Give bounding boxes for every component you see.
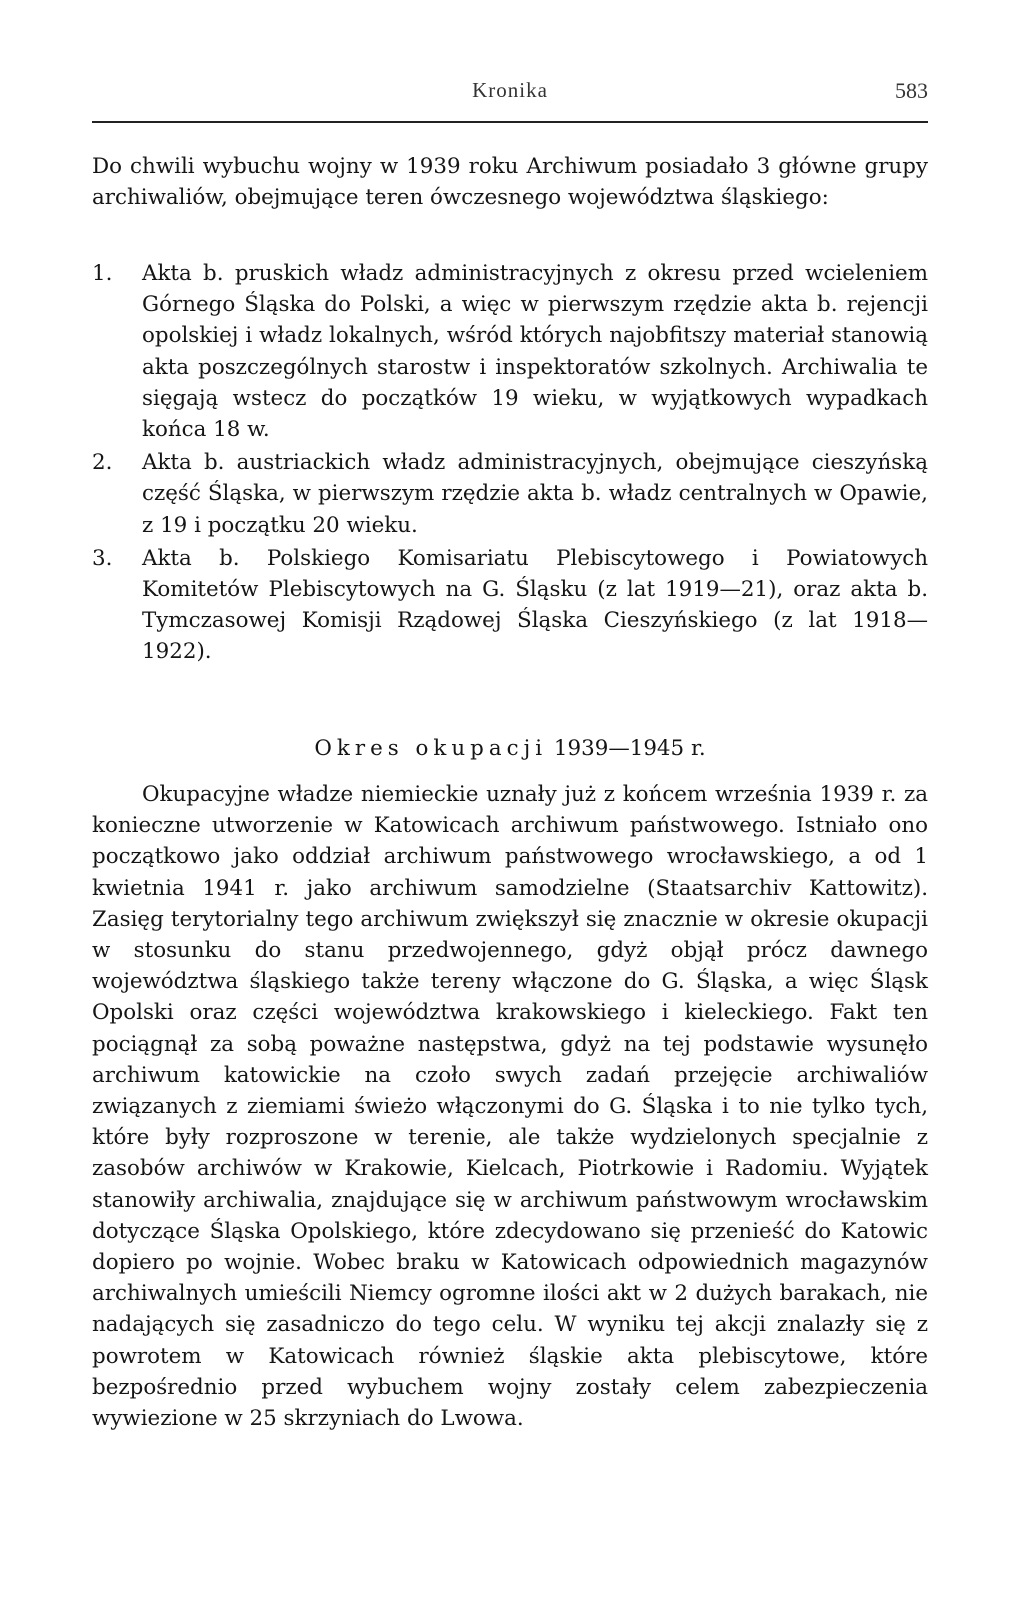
header-rule [92, 121, 928, 123]
main-paragraph: Okupacyjne władze niemieckie uznały już z końcem września 1939 r. za konieczne utworzenie w Katowicach archiwum państwowego. Istniało ono początkowo jako oddział archiwum państwowego wrocławskiego, a od 1 kwietnia 1941 r. jako archiwum samodzielne (Staatsarchiv Kattowitz). Zasięg terytorialny tego archiwum zwiększył się znacznie w okresie okupacji w stosunku do stanu przedwojennego, gdyż objął prócz dawnego województwa śląskiego także tereny włączone do G. Śląska, a więc Śląsk Opolski oraz części województwa krakowskiego i kieleckiego. Fakt ten pociągnął za sobą poważne następstwa, gdyż na tej podstawie wysunęło archiwum katowickie na czoło swych zadań przejęcie archiwaliów związanych z ziemiami świeżo włączonymi do G. Śląska i to nie tylko tych, które były rozproszone w terenie, ale także wydzielonych specjalnie z zasobów archiwów w Krakowie, Kielcach, Piotrkowie i Radomiu. Wyjątek stanowiły archiwalia, znajdujące się w archiwum państwowym wrocławskim dotyczące Śląska Opolskiego, które zdecydowano się przenieść do Katowic dopiero po wojnie. Wobec braku w Katowicach odpowiednich magazynów archiwalnych umieścili Niemcy ogromne ilości akt w 2 dużych barakach, nie nadających się zasadniczo do tego celu. W wyniku tej akcji znalazły się z powrotem w Katowicach również śląskie akta plebiscytowe, które bezpośrednio przed wybuchem wojny zostały celem zabezpieczenia wywiezione w 25 skrzyniach do Lwowa. [92, 782, 928, 1432]
section-heading-years: 1939—1945 r. [553, 736, 706, 761]
list-item-number: 1. [92, 261, 113, 286]
section-heading [92, 733, 928, 764]
list-item [92, 543, 928, 668]
section-heading-title: Okres okupacji [314, 736, 548, 761]
list-item-text: Akta b. Polskiego Komisariatu Plebiscytowego i Powiatowych Komitetów Plebiscytowych na G. Śląsku (z lat 1919—21), oraz akta b. Tymczasowej Komisji Rządowej Śląska Cieszyńskiego (z lat 1918—1922). [142, 545, 928, 665]
page-number: 583 [895, 78, 928, 103]
running-title: Kronika [472, 78, 548, 102]
intro-paragraph: Do chwili wybuchu wojny w 1939 roku Archiwum posiadało 3 główne grupy archiwaliów, obejmujące teren ówczesnego województwa śląskiego: [92, 154, 928, 211]
page-header [92, 78, 928, 114]
list-item-text: Akta b. pruskich władz administracyjnych z okresu przed wcieleniem Górnego Śląska do Polski, a więc w pierwszym rzędzie akta b. rejencji opolskiej i władz lokalnych, wśród których najobfitszy materiał stanowią akta poszczególnych starostw i inspektoratów szkolnych. Archiwalia te sięgają wstecz do początków 19 wieku, w wyjątkowych wypadkach końca 18 w. [142, 261, 928, 443]
list-item [92, 258, 928, 445]
list-item-text: Akta b. austriackich władz administracyjnych, obejmujące cieszyńską część Śląska, w pierwszym rzędzie akta b. władz centralnych w Opawie, z 19 i początku 20 wieku. [142, 450, 928, 538]
list-item-number: 3. [92, 545, 113, 571]
list-item [92, 447, 928, 541]
list-item-number: 2. [92, 450, 113, 476]
archive-groups-list [92, 258, 928, 670]
